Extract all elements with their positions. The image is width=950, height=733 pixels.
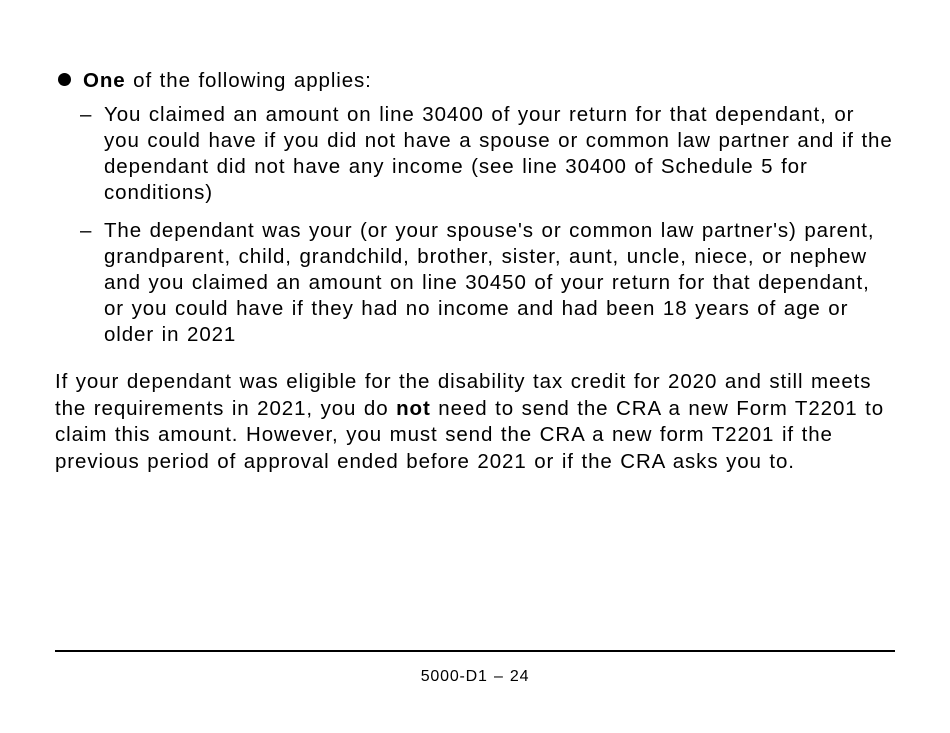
paragraph-part-2: need to send the CRA a new Form T2201 to claim this amount. However, you must send the CRA a new form T2201 if the previous period of approval ended before 2021 or if the CRA asks you to. — [55, 396, 885, 473]
paragraph-part-1: If your dependant was eligible for the disability tax credit for 2020 and still meets the requirements in 2021, you do — [55, 370, 872, 420]
bullet-dot-icon — [58, 73, 71, 86]
list-item-text: You claimed an amount on line 30400 of your return for that dependant, or you could have if you did not have a spouse or common law partner and if the dependant did not have any income (see line 30400 of Schedule 5 for conditions) — [104, 103, 893, 204]
body-paragraph — [55, 369, 895, 475]
footer-divider — [55, 650, 895, 652]
dash-marker: – — [80, 219, 93, 242]
bullet-heading-text — [83, 68, 372, 94]
bullet-bold-lead: One — [83, 69, 126, 92]
list-item — [80, 102, 938, 206]
list-item — [80, 218, 938, 348]
bullet-section — [58, 68, 938, 360]
bullet-heading-rest: of the following applies: — [125, 69, 372, 92]
paragraph-bold: not — [396, 396, 431, 420]
bullet-heading — [58, 68, 938, 94]
dash-marker: – — [80, 103, 93, 126]
sub-list — [58, 102, 938, 348]
list-item-text: The dependant was your (or your spouse's or common law partner's) parent, grandparent, child, grandchild, brother, sister, aunt, uncle, niece, or nephew and you claimed an amount on line 30450 of your return for that dependant, or you could have if they had no income and had been 18 years of age or older in 2021 — [104, 219, 875, 346]
page-footer: 5000-D1 – 24 — [420, 668, 530, 685]
